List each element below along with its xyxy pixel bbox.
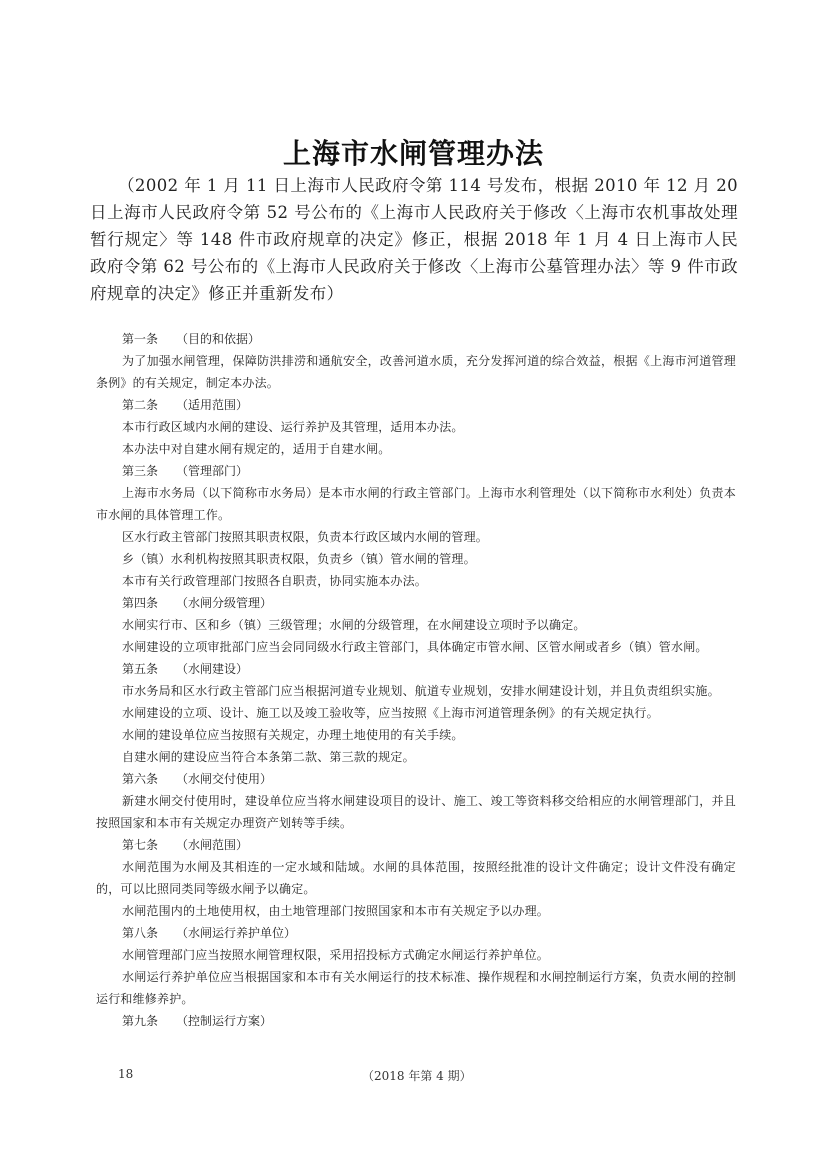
paragraph: 水闸管理部门应当按照水闸管理权限，采用招投标方式确定水闸运行养护单位。	[122, 948, 550, 962]
article-heading: 第七条 （水闸范围）	[122, 838, 249, 852]
paragraph: 本市行政区域内水闸的建设、运行养护及其管理，适用本办法。	[122, 420, 464, 434]
article-heading: 第五条 （水闸建设）	[122, 662, 249, 676]
paragraph: 水闸范围为水闸及其相连的一定水域和陆域。水闸的具体范围，按照经批准的设计文件确定；设计文件没有确定的，可以比照同类同等级水闸予以确定。	[96, 860, 736, 896]
paragraph: 本市有关行政管理部门按照各自职责，协同实施本办法。	[122, 574, 428, 588]
paragraph: 自建水闸的建设应当符合本条第二款、第三款的规定。	[122, 750, 415, 764]
article-heading: 第九条 （控制运行方案）	[122, 1014, 273, 1028]
paragraph: 水闸建设的立项审批部门应当会同同级水行政主管部门，具体确定市管水闸、区管水闸或者乡（镇）管水闸。	[122, 640, 708, 654]
paragraph: 市水务局和区水行政主管部门应当根据河道专业规划、航道专业规划，安排水闸建设计划，并且负责组织实施。	[122, 684, 720, 698]
paragraph: 新建水闸交付使用时，建设单位应当将水闸建设项目的设计、施工、竣工等资料移交给相应的水闸管理部门，并且按照国家和本市有关规定办理资产划转等手续。	[96, 794, 736, 830]
document-subtitle: （2002 年 1 月 11 日上海市人民政府令第 114 号发布，根据 2010 年 12 月 20 日上海市人民政府令第 52 号公布的《上海市人民政府关于修改〈上海市农机事故处理暂行规定〉等 148 件市政府规章的决定》修正，根据 2018 年 1 月 4 日上海市人民政府令第 62 号公布的《上海市人民政府关于修改〈上海市公墓管理办法〉等 9 件市政府规章的决定》修正并重新发布）	[90, 176, 738, 303]
paragraph: 上海市水务局（以下简称市水务局）是本市水闸的行政主管部门。上海市水利管理处（以下简称市水利处）负责本市水闸的具体管理工作。	[96, 486, 736, 522]
paragraph: 区水行政主管部门按照其职责权限，负责本行政区域内水闸的管理。	[122, 530, 489, 544]
article-heading: 第二条 （适用范围）	[122, 398, 249, 412]
page-number: 18	[118, 1067, 134, 1081]
issue-label: （2018 年第 4 期）	[362, 1069, 472, 1083]
article-heading: 第六条 （水闸交付使用）	[122, 772, 273, 786]
paragraph: 水闸范围内的土地使用权，由土地管理部门按照国家和本市有关规定予以办理。	[122, 904, 550, 918]
document-title: 上海市水闸管理办法	[282, 137, 544, 170]
article-heading: 第一条 （目的和依据）	[122, 332, 261, 346]
paragraph: 水闸运行养护单位应当根据国家和本市有关水闸运行的技术标准、操作规程和水闸控制运行方案，负责水闸的控制运行和维修养护。	[96, 970, 736, 1006]
paragraph: 水闸的建设单位应当按照有关规定，办理土地使用的有关手续。	[122, 728, 464, 742]
document-body	[96, 328, 736, 1032]
paragraph: 为了加强水闸管理，保障防洪排涝和通航安全，改善河道水质，充分发挥河道的综合效益，根据《上海市河道管理条例》的有关规定，制定本办法。	[96, 354, 736, 390]
paragraph: 本办法中对自建水闸有规定的，适用于自建水闸。	[122, 442, 391, 456]
article-heading: 第三条 （管理部门）	[122, 464, 249, 478]
article-heading: 第四条 （水闸分级管理）	[122, 596, 273, 610]
paragraph: 乡（镇）水利机构按照其职责权限，负责乡（镇）管水闸的管理。	[122, 552, 476, 566]
paragraph: 水闸实行市、区和乡（镇）三级管理；水闸的分级管理，在水闸建设立项时予以确定。	[122, 618, 586, 632]
article-heading: 第八条 （水闸运行养护单位）	[122, 926, 297, 940]
paragraph: 水闸建设的立项、设计、施工以及竣工验收等，应当按照《上海市河道管理条例》的有关规定执行。	[122, 706, 659, 720]
